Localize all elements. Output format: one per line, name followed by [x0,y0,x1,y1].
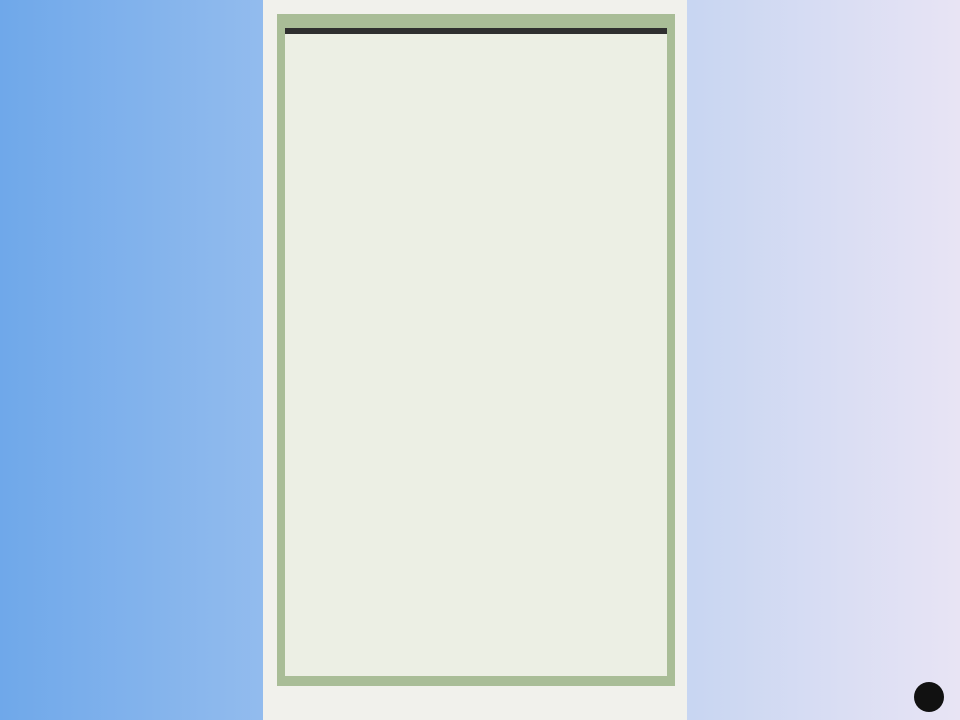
table-panel [277,14,675,686]
table-body [285,34,667,676]
brand-logo [914,682,950,712]
magazine-page [263,0,687,720]
logo-icon [914,682,944,712]
